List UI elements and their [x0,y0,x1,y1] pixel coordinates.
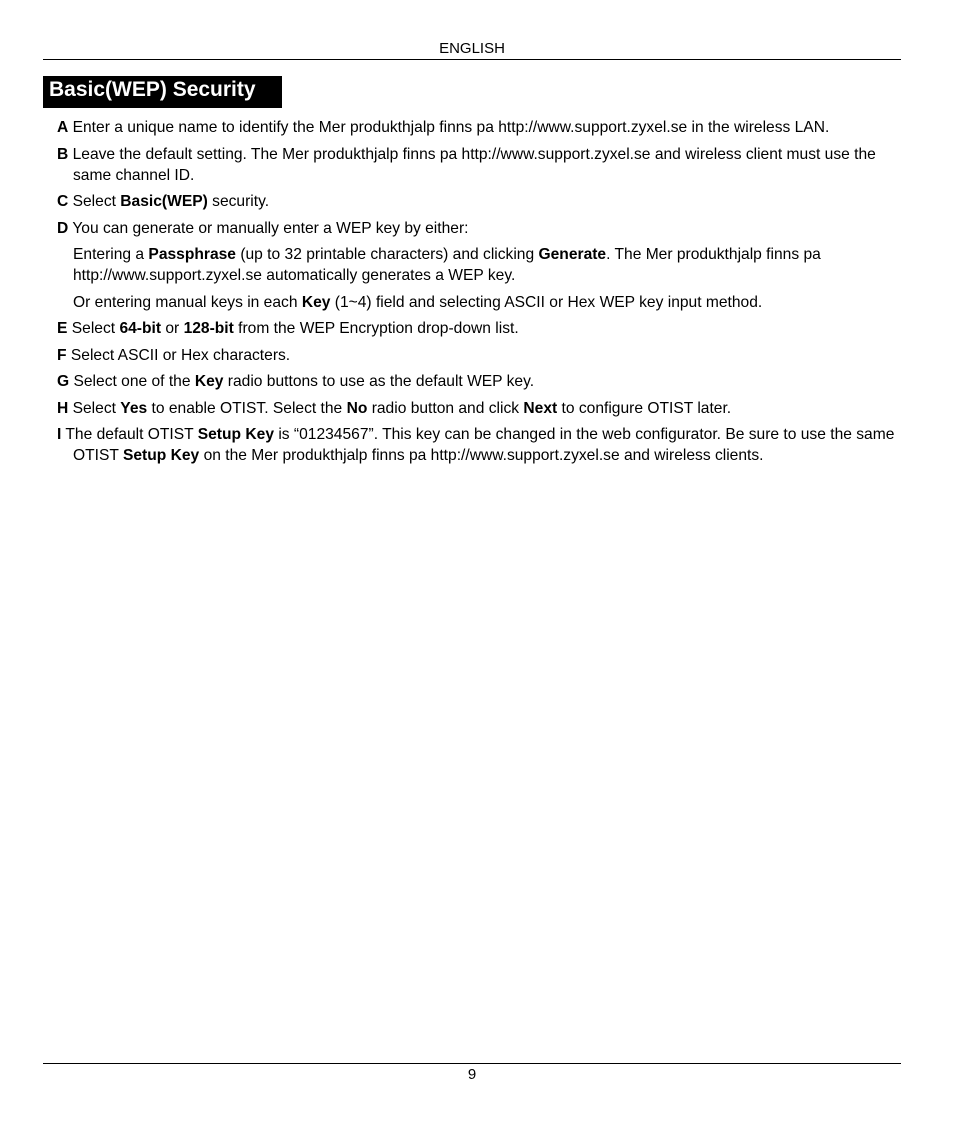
step-a [57,117,903,138]
bold-term: Next [523,399,558,417]
step-letter: A [57,119,69,136]
bold-term: 128-bit [183,320,234,337]
step-d-option-passphrase [57,244,903,286]
step-text: security. [207,193,270,210]
bold-term: Setup Key [122,447,200,464]
step-text: Select [72,193,121,210]
step-letter: H [57,399,69,417]
bold-term: Basic(WEP) [120,193,208,210]
step-text: from the WEP Encryption drop-down list. [233,320,519,337]
step-i [57,424,903,466]
step-text: radio buttons to use as the default WEP key. [223,373,535,390]
step-text: radio button and click [367,399,524,417]
section-title: Basic(WEP) Security [43,76,282,108]
step-text: (up to 32 printable characters) and clicking [235,246,539,263]
step-text: Or entering manual keys in each [73,293,302,311]
bold-term: Yes [120,399,148,417]
step-text: . The Mer produkthjalp finns pa http://www.support.zyxel.se automatically generates a WEP key. [73,246,821,284]
step-text: is “01234567”. This key can be changed in the web configurator. Be sure to use the same OTIST [73,426,895,464]
step-h [57,398,903,419]
step-g [57,371,903,392]
bold-term: 64-bit [119,320,162,337]
step-text: Leave the default setting. The Mer produkthjalp finns pa http://www.support.zyxel.se and wireless client must use the same channel ID. [72,145,876,184]
step-text: Select one of the [73,373,195,390]
step-e [57,318,903,339]
footer-rule [43,1063,901,1064]
step-text: on the Mer produkthjalp finns pa http://www.support.zyxel.se and wireless clients. [199,447,764,464]
step-letter: B [57,145,69,163]
header-rule [43,59,901,60]
instruction-list [57,117,903,472]
step-text: The default OTIST [65,426,198,443]
bold-term: Key [194,373,224,390]
step-text: Select ASCII or Hex characters. [70,346,291,364]
step-text: Select [71,320,120,337]
page-number: 9 [467,1066,477,1083]
step-c [57,191,903,212]
step-letter: I [57,426,62,443]
step-letter: F [57,346,67,364]
step-text: You can generate or manually enter a WEP key by either: [72,219,469,237]
step-text: Entering a [73,246,149,263]
step-text: Select [72,399,121,417]
step-d [57,218,903,239]
step-d-option-manual [57,292,903,313]
bold-term: Key [301,293,331,311]
bold-term: No [346,399,368,417]
bold-term: Setup Key [197,426,274,443]
bold-term: Generate [538,246,607,263]
step-letter: C [57,193,69,210]
bold-term: Passphrase [148,246,236,263]
step-letter: E [57,320,68,337]
step-text: to enable OTIST. Select the [147,399,347,417]
step-text: to configure OTIST later. [557,399,732,417]
step-letter: D [57,219,69,237]
step-f [57,345,903,366]
step-letter: G [57,373,70,390]
step-text: or [161,320,184,337]
step-text: Enter a unique name to identify the Mer produkthjalp finns pa http://www.support.zyxel.se in the wireless LAN. [72,119,830,136]
step-b [57,144,903,186]
step-text: (1~4) field and selecting ASCII or Hex WEP key input method. [330,293,763,311]
page-header-language: ENGLISH [439,40,505,57]
